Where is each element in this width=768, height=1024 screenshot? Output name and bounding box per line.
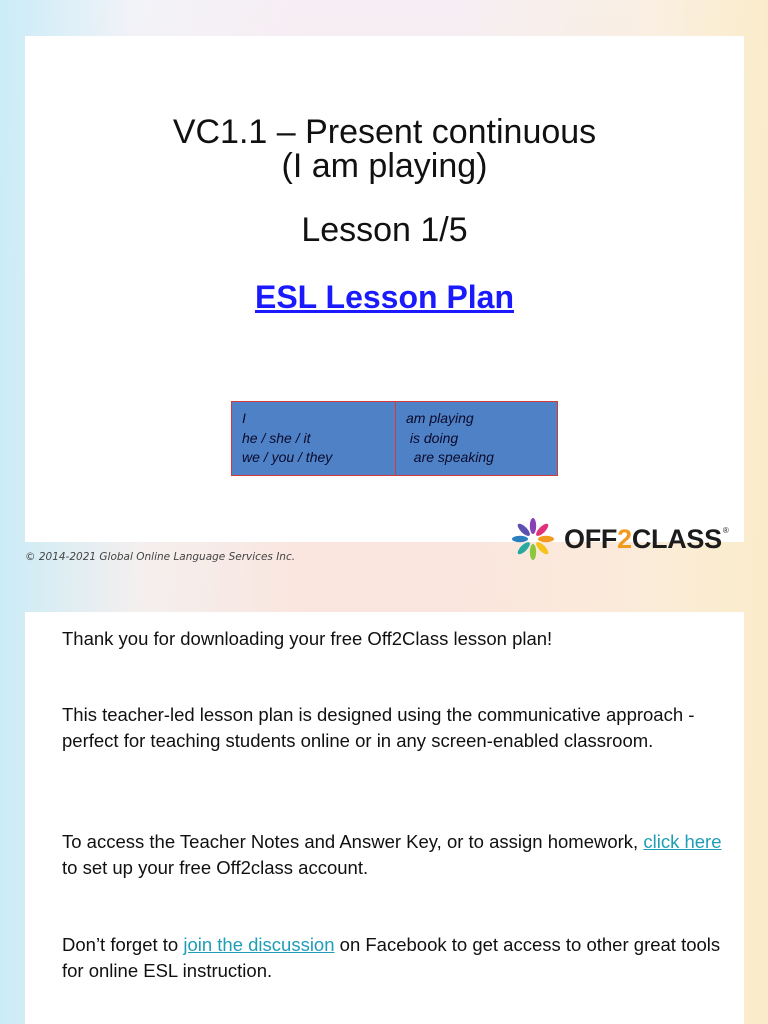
thank-you-paragraph: Thank you for downloading your free Off2Class lesson plan! xyxy=(62,628,553,649)
subject-cell: we / you / they xyxy=(242,449,333,465)
info-slide xyxy=(25,612,744,1024)
esl-lesson-plan-link[interactable]: ESL Lesson Plan xyxy=(254,279,515,315)
logo-text-off: OFF xyxy=(564,523,618,554)
verbs-column xyxy=(396,402,557,475)
verb-cell: is doing xyxy=(406,429,459,446)
facebook-text-after: on Facebook to get access to other great tools for online ESL instruction. xyxy=(62,934,721,981)
subjects-column xyxy=(232,402,396,475)
subject-cell: he / she / it xyxy=(242,429,311,446)
verb-cell: am playing xyxy=(406,410,474,426)
facebook-text-before: Don’t forget to xyxy=(62,934,184,955)
join-discussion-link[interactable]: join the discussion xyxy=(183,934,335,955)
trademark-symbol: ® xyxy=(722,525,729,535)
subject-cell: I xyxy=(242,410,246,426)
lesson-number: Lesson 1/5 xyxy=(301,211,468,249)
copyright-notice: © 2014-2021 Global Online Language Services Inc. xyxy=(25,551,296,563)
logo-text-2: 2 xyxy=(617,523,632,554)
flower-logo-icon xyxy=(508,514,558,564)
access-paragraph xyxy=(62,829,726,880)
plan-link-wrapper xyxy=(25,279,744,315)
logo-text-class: CLASS xyxy=(631,523,722,554)
description-paragraph: This teacher-led lesson plan is designed using the communicative approach - perfect for teaching students online or in any screen-enabled classroom. xyxy=(62,704,695,751)
slide-title-line2: (I am playing) xyxy=(281,147,488,185)
facebook-paragraph xyxy=(62,932,726,983)
off2class-logo xyxy=(508,512,728,566)
grammar-table xyxy=(231,401,558,476)
verb-cell: are speaking xyxy=(406,449,494,465)
logo-wordmark xyxy=(564,524,728,555)
click-here-link[interactable]: click here xyxy=(643,831,722,852)
title-slide xyxy=(25,36,744,542)
access-text-after: to set up your free Off2class account. xyxy=(62,856,369,878)
slide-title-line1: VC1.1 – Present continuous xyxy=(172,113,597,151)
access-text-before: To access the Teacher Notes and Answer Key, or to assign homework, xyxy=(62,831,644,852)
